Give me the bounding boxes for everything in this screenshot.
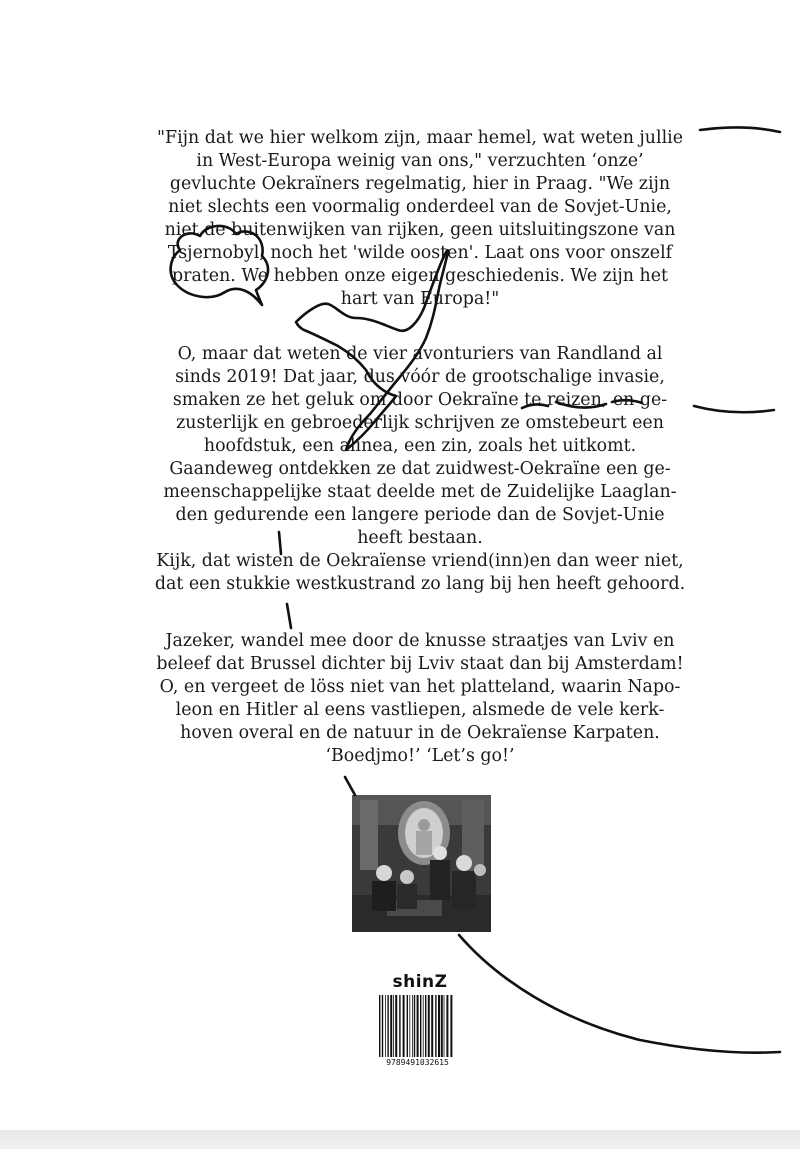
page-bottom-shadow <box>0 1130 800 1149</box>
blurb-paragraph-2 <box>140 343 700 596</box>
barcode-bar <box>444 995 445 1057</box>
barcode-bar <box>428 995 430 1057</box>
barcode-bar <box>379 995 380 1057</box>
blurb-line: Gaandeweg ontdekken ze dat zuidwest-Oekraïne een ge- <box>169 459 671 479</box>
blurb-line: O, en vergeet de löss niet van het platteland, waarin Napo- <box>159 677 681 697</box>
barcode-bar <box>387 995 388 1057</box>
barcode-bar <box>409 995 410 1057</box>
blurb-line: dat een stukkie westkustrand zo lang bij hen heeft gehoord. <box>154 574 686 594</box>
photo-stroke <box>345 777 355 795</box>
barcode-bar <box>423 995 424 1057</box>
blurb-line: hoofdstuk, een alinea, een zin, zoals het uitkomt. <box>203 436 637 456</box>
barcode-bar <box>385 995 386 1057</box>
blurb-line: niet de buitenwijken van rijken, geen uitsluitingszone van <box>164 220 676 240</box>
blurb-line: leon en Hitler al eens vastliepen, alsmede de vele kerk- <box>175 700 665 720</box>
barcode-bar <box>403 995 405 1057</box>
barcode-bar <box>412 995 413 1057</box>
blurb-line: den gedurende een langere periode dan de Sovjet-Unie <box>175 505 665 525</box>
photo-scene <box>352 795 491 932</box>
publisher-logo: shinZ <box>392 972 448 992</box>
barcode-bar <box>431 995 433 1057</box>
barcode-bar <box>399 995 400 1057</box>
blurb-line: hart van Europa!" <box>340 289 500 309</box>
barcode-bar <box>395 995 397 1057</box>
blurb-line: Kijk, dat wisten de Oekraïense vriend(inn)en dan weer niet, <box>156 551 684 571</box>
blurb-line: ‘Boedjmo!’ ‘Let’s go!’ <box>325 746 515 766</box>
blurb-paragraph-1 <box>140 127 700 311</box>
short-stroke-2 <box>287 604 291 628</box>
blurb-line: praten. We hebben onze eigen geschiedenis. We zijn het <box>172 266 668 286</box>
sweeping-curve-bottom <box>459 935 780 1053</box>
author-group-photo <box>352 795 491 932</box>
barcode-bar <box>407 995 408 1057</box>
blurb-line: meenschappelijke staat deelde met de Zuidelijke Laaglan- <box>163 482 677 502</box>
blurb-paragraph-3 <box>140 630 700 768</box>
right-edge-curve-middle <box>694 406 774 412</box>
blurb-line: O, maar dat weten de vier avonturiers van Randland al <box>177 344 663 364</box>
barcode-bar <box>425 995 426 1057</box>
barcode-bar <box>390 995 392 1057</box>
blurb-line: smaken ze het geluk om door Oekraïne te reizen, en ge- <box>172 390 668 410</box>
blurb-line: sinds 2019! Dat jaar, dus vóór de grootschalige invasie, <box>175 367 665 387</box>
blurb-line: beleef dat Brussel dichter bij Lviv staat dan bij Amsterdam! <box>156 654 684 674</box>
right-edge-curve-top <box>700 127 780 132</box>
barcode-bar <box>417 995 419 1057</box>
isbn-number: 9789491032615 <box>386 1058 449 1067</box>
barcode-bar <box>420 995 421 1057</box>
barcode-bar <box>393 995 394 1057</box>
blurb-line: niet slechts een voormalig onderdeel van de Sovjet-Unie, <box>168 197 672 217</box>
blurb-line: in West-Europa weinig van ons," verzuchten ‘onze’ <box>196 151 644 171</box>
barcode-bar <box>450 995 452 1057</box>
barcode <box>378 995 456 1057</box>
blurb-line: "Fijn dat we hier welkom zijn, maar hemel, wat weten jullie <box>157 128 683 148</box>
barcode-bar <box>435 995 436 1057</box>
blurb-line: Jazeker, wandel mee door de knusse straatjes van Lviv en <box>165 631 675 651</box>
blurb-line: Tsjernobyl, noch het 'wilde oosten'. Laat ons voor onszelf <box>167 243 673 263</box>
barcode-bar <box>414 995 415 1057</box>
blurb-line: hoven overal en de natuur in de Oekraïense Karpaten. <box>180 723 660 743</box>
blurb-line: gevluchte Oekraïners regelmatig, hier in Praag. "We zijn <box>169 174 671 194</box>
barcode-bar <box>382 995 383 1057</box>
blurb-line: zusterlijk en gebroederlijk schrijven ze omstebeurt een <box>176 413 664 433</box>
barcode-bar <box>438 995 440 1057</box>
barcode-bar <box>446 995 448 1057</box>
barcode-bar <box>441 995 443 1057</box>
blurb-line: heeft bestaan. <box>357 528 483 548</box>
